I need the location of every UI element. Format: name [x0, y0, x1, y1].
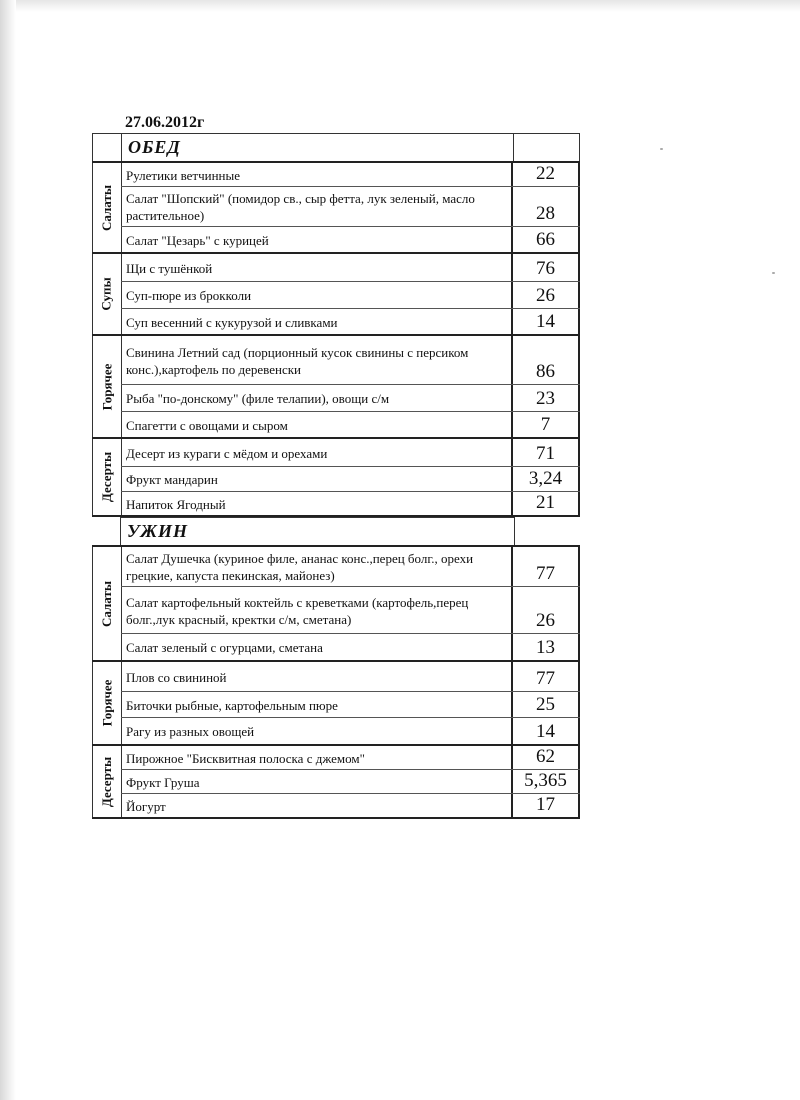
menu-group [92, 252, 580, 334]
group-label: Супы [99, 277, 114, 311]
menu-row [121, 163, 580, 187]
dish-price: 62 [511, 746, 580, 769]
group-label: Десерты [99, 451, 115, 503]
menu-group [92, 437, 580, 515]
menu-group [92, 660, 580, 744]
group-label-cell [92, 163, 121, 252]
dish-name: Салат Душечка (куриное филе, ананас конс.,перец болг., орехи грецкие, капуста пекинская, майонез) [121, 547, 511, 586]
lunch-title: ОБЕД [121, 133, 513, 161]
group-label-cell [92, 547, 121, 660]
group-label: Салаты [99, 184, 114, 231]
menu-row [121, 282, 580, 309]
menu-group [92, 744, 580, 817]
dish-price: 77 [511, 662, 580, 691]
menu-date: 27.06.2012г [125, 114, 205, 131]
menu-row [121, 439, 580, 467]
menu-row [121, 746, 580, 770]
group-label: Салаты [99, 580, 114, 627]
dish-price: 3,24 [511, 467, 580, 491]
group-label-cell [92, 746, 121, 817]
dish-name: Суп весенний с кукурузой и сливками [121, 309, 511, 334]
scan-speck [660, 148, 663, 150]
dish-name: Салат "Шопский" (помидор св., сыр фетта, лук зеленый, масло растительное) [121, 187, 511, 226]
group-label-cell [92, 254, 121, 334]
menu-row [121, 309, 580, 334]
menu-row [121, 492, 580, 515]
group-label-cell [92, 336, 121, 437]
dish-price: 13 [511, 634, 580, 660]
dish-price: 86 [511, 336, 580, 384]
dish-name: Рулетики ветчинные [121, 163, 511, 186]
menu-row [121, 662, 580, 692]
menu-row [121, 692, 580, 718]
dish-name: Биточки рыбные, картофельным пюре [121, 692, 511, 717]
dish-price: 5,365 [511, 770, 580, 793]
menu-row [121, 187, 580, 227]
menu-group [92, 161, 580, 252]
dish-name: Салат зеленый с огурцами, сметана [121, 634, 511, 660]
dish-name: Щи с тушёнкой [121, 254, 511, 281]
menu-row [121, 254, 580, 282]
dish-price: 71 [511, 439, 580, 466]
group-label: Горячее [99, 363, 115, 410]
menu-row [121, 467, 580, 492]
group-label: Десерты [99, 756, 115, 807]
dish-price: 28 [511, 187, 580, 226]
dish-price: 26 [511, 282, 580, 308]
scan-speck [772, 272, 775, 274]
dish-name: Суп-пюре из брокколи [121, 282, 511, 308]
dish-price: 7 [511, 412, 580, 437]
dish-price: 22 [511, 163, 580, 186]
dish-price: 66 [511, 227, 580, 252]
dish-price: 26 [511, 587, 580, 633]
dinner-header [92, 515, 580, 545]
menu-row [121, 718, 580, 744]
menu-row [121, 547, 580, 587]
dish-name: Пирожное "Бисквитная полоска с джемом" [121, 746, 511, 769]
dish-name: Десерт из кураги с мёдом и орехами [121, 439, 511, 466]
dinner-groups [92, 545, 580, 817]
menu-row [121, 412, 580, 437]
dish-name: Фрукт мандарин [121, 467, 511, 491]
dish-name: Фрукт Груша [121, 770, 511, 793]
dish-price: 76 [511, 254, 580, 281]
group-label-cell [92, 439, 121, 515]
dish-name: Напиток Ягодный [121, 492, 511, 515]
dish-name: Плов со свининой [121, 662, 511, 691]
dish-name: Салат "Цезарь" с курицей [121, 227, 511, 252]
menu-row [121, 336, 580, 385]
menu-row [121, 587, 580, 634]
dinner-title: УЖИН [120, 517, 515, 545]
lunch-groups [92, 161, 580, 515]
menu-table [92, 133, 580, 819]
dish-price: 25 [511, 692, 580, 717]
menu-group [92, 334, 580, 437]
dish-name: Йогурт [121, 794, 511, 817]
group-label-cell [92, 662, 121, 744]
lunch-header [92, 133, 580, 161]
menu-row [121, 770, 580, 794]
dish-name: Салат картофельный коктейль с креветками (картофель,перец болг.,лук красный, кректки с/м, сметана) [121, 587, 511, 633]
menu-group [92, 545, 580, 660]
dish-name: Рагу из разных овощей [121, 718, 511, 744]
dish-name: Спагетти с овощами и сыром [121, 412, 511, 437]
dish-price: 17 [511, 794, 580, 817]
scan-top-edge [0, 0, 800, 12]
dish-name: Рыба "по-донскому" (филе телапии), овощи с/м [121, 385, 511, 411]
menu-row [121, 227, 580, 252]
dish-price: 23 [511, 385, 580, 411]
dish-price: 77 [511, 547, 580, 586]
dish-price: 14 [511, 718, 580, 744]
menu-row [121, 385, 580, 412]
dish-price: 14 [511, 309, 580, 334]
dish-name: Свинина Летний сад (порционный кусок свинины с персиком конс.),картофель по деревенски [121, 336, 511, 384]
menu-row [121, 794, 580, 817]
group-label: Горячее [99, 679, 115, 727]
menu-row [121, 634, 580, 660]
scan-left-edge [0, 0, 16, 1100]
dish-price: 21 [511, 492, 580, 515]
